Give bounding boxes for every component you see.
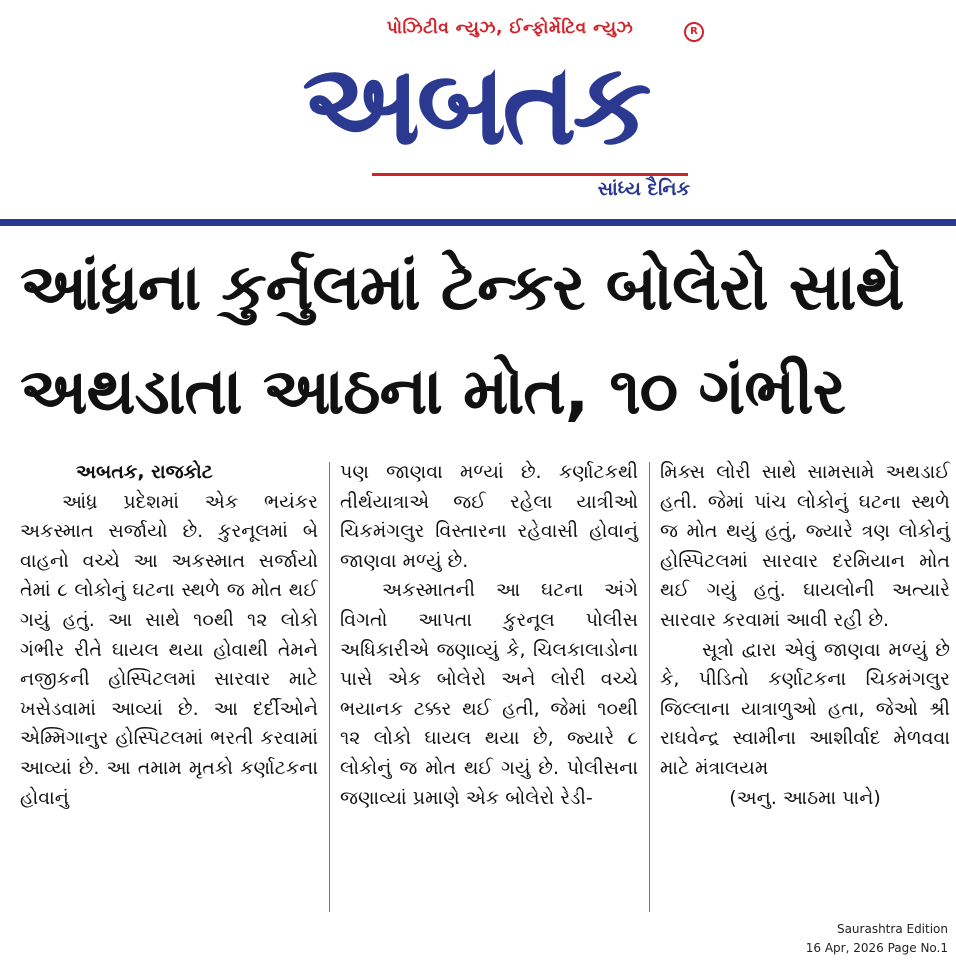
article-body xyxy=(20,458,950,918)
column-divider xyxy=(329,462,330,912)
masthead-tagline: પોઝિટીવ ન્યુઝ, ઈન્ફોર્મેટિવ ન્યુઝ xyxy=(386,18,634,38)
newspaper-logo: અબતક xyxy=(302,40,648,170)
article-column-2 xyxy=(340,458,638,918)
article-column-3 xyxy=(660,458,950,918)
page-footer xyxy=(806,920,948,958)
masthead-divider xyxy=(0,219,956,226)
date-page-number: 16 Apr, 2026 Page No.1 xyxy=(805,941,948,955)
article-paragraph: મિક્સ લોરી સાથે સામસામે અથડાઈ હતી. જેમાં પાંચ લોકોનું ઘટના સ્થળે જ મોત થયું હતું, જ્યારે ત્રણ લોકોનું હોસ્પિટલમાં સારવાર દરમિયાન મોત થઈ ગયું હતું. ઘાયલોની અત્યારે સારવાર કરવામાં આવી રહી છે. xyxy=(660,461,950,631)
article-headline xyxy=(20,236,950,444)
continued-note: (અનુ. આઠમા પાને) xyxy=(729,786,881,809)
headline-line-1: આંધ્રના કુર્નુલમાં ટેન્કર બોલેરો સાથે xyxy=(20,251,904,325)
article-column-1 xyxy=(20,458,318,918)
article-paragraph: સૂત્રો દ્વારા એવું જાણવા મળ્યું છે કે, પીડિતો કર્ણાટકના ચિકમંગલુર જિલ્લાના યાત્રાળુઓ હતા, જેઓ શ્રી રાઘવેન્દ્ર સ્વામીના આશીર્વાદ મેળવવા માટે મંત્રાલયમ xyxy=(660,638,950,779)
logo-underline xyxy=(372,173,688,176)
dateline: અબતક, રાજકોટ xyxy=(76,461,213,483)
edition-name: Saurashtra Edition xyxy=(836,922,948,936)
headline-line-2: અથડાતા આઠના મોત, ૧૦ ગંભીર xyxy=(20,355,845,429)
edition-label: સાંધ્ય દૈનિક xyxy=(597,178,690,200)
article-paragraph: અકસ્માતની આ ઘટના અંગે વિગતો આપતા કુરનૂલ પોલીસ અધિકારીએ જણાવ્યું કે, ચિલકાલાડોના પાસે એક બોલેરો અને લોરી વચ્ચે ભયાનક ટક્કર થઈ હતી, જેમાં ૧૦થી ૧૨ લોકો ઘાયલ થયા છે, જ્યારે ૮ લોકોનું જ મોત થઈ ગયું છે. પોલીસના જણાવ્યાં પ્રમાણે એક બોલેરો રેડી- xyxy=(340,579,638,809)
masthead xyxy=(0,0,956,225)
article-paragraph: પણ જાણવા મળ્યાં છે. કર્ણાટકથી તીર્થયાત્રાએ જઈ રહેલા યાત્રીઓ ચિકમંગલુર વિસ્તારના રહેવાસી હોવાનું જાણવા મળ્યું છે. xyxy=(340,461,638,572)
article-paragraph: આંધ્ર પ્રદેશમાં એક ભયંકર અકસ્માત સર્જાયો છે. કુરનૂલમાં બે વાહનો વચ્ચે આ અકસ્માત સર્જાયો તેમાં ૮ લોકોનું ઘટના સ્થળે જ મોત થઈ ગયું હતું. આ સાથે ૧૦થી ૧૨ લોકો ગંભીર રીતે ઘાયલ થયા હોવાથી તેમને નજીકની હોસ્પિટલમાં સારવાર માટે ખસેડવામાં આવ્યાં છે. આ દર્દીઓને એમ્મિગાનુર હોસ્પિટલમાં ભરતી કરવામાં આવ્યાં છે. આ તમામ મૃતકો કર્ણાટકના હોવાનું xyxy=(20,490,318,809)
column-divider xyxy=(649,462,650,912)
registered-mark-icon: R xyxy=(684,22,704,42)
